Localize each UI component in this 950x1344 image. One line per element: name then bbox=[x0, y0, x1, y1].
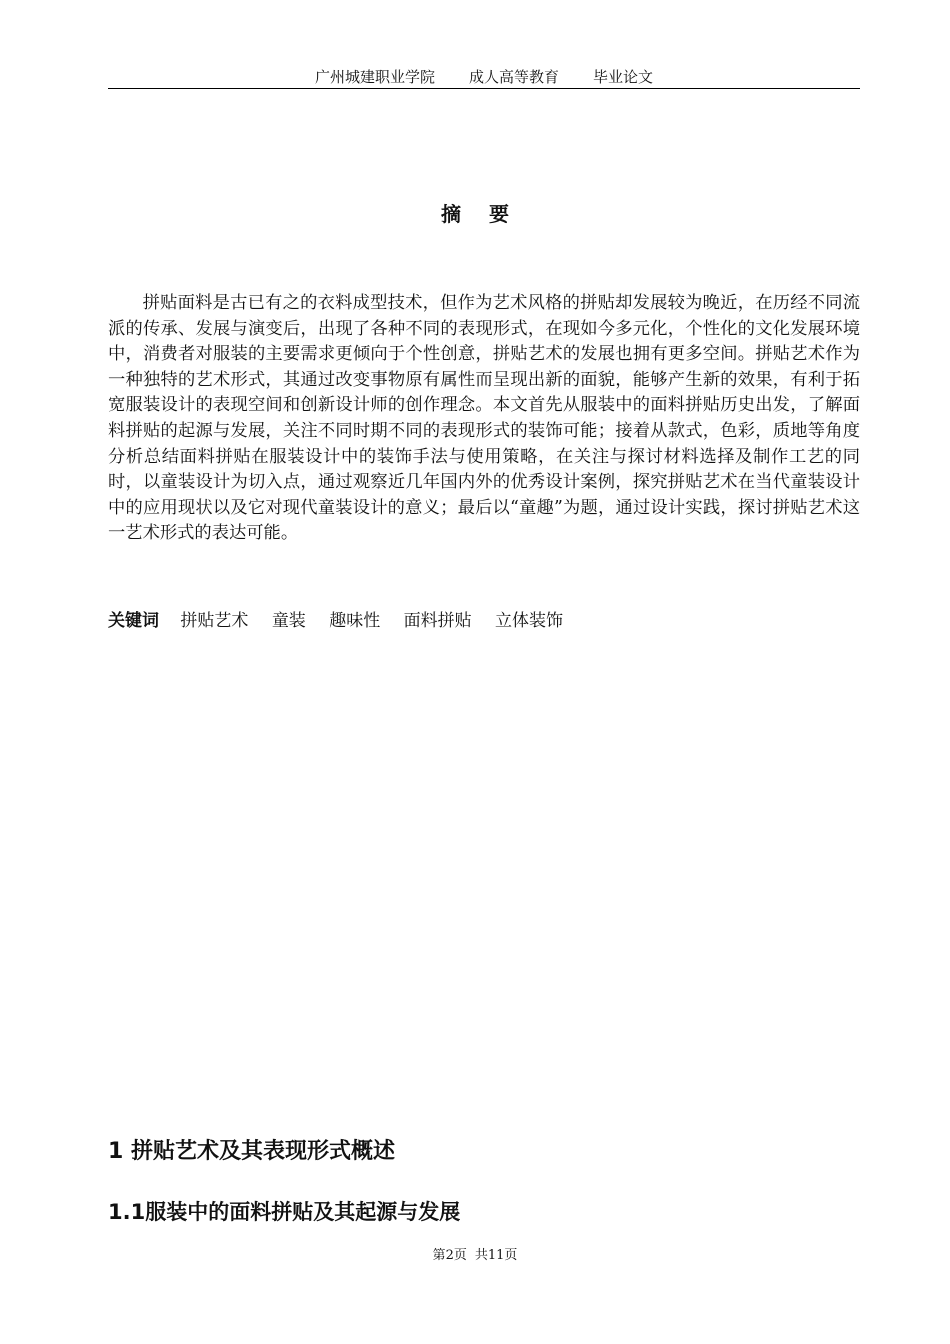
abstract-body: 拼贴面料是古已有之的衣料成型技术，但作为艺术风格的拼贴却发展较为晚近，在历经不同流派的传承、发展与演变后，出现了各种不同的表现形式，在现如今多元化，个性化的文化发展环境中，消费者对服装的主要需求更倾向于个性创意，拼贴艺术的发展也拥有更多空间。拼贴艺术作为一种独特的艺术形式，其通过改变事物原有属性而呈现出新的面貌，能够产生新的效果，有利于拓宽服装设计的表现空间和创新设计师的创作理念。本文首先从服装中的面料拼贴历史出发，了解面料拼贴的起源与发展，关注不同时期不同的表现形式的装饰可能；接着从款式，色彩，质地等角度分析总结面料拼贴在服装设计中的装饰手法与使用策略，在关注与探讨材料选择及制作工艺的同时，以童装设计为切入点，通过观察近几年国内外的优秀设计案例，探究拼贴艺术在当代童装设计中的应用现状以及它对现代童装设计的意义；最后以“童趣”为题，通过设计实践，探讨拼贴艺术这一艺术形式的表达可能。 bbox=[108, 293, 860, 544]
abstract-title: 摘要 bbox=[441, 202, 537, 226]
keyword-item: 面料拼贴 bbox=[403, 611, 472, 631]
keyword-item: 趣味性 bbox=[329, 611, 381, 631]
footer-page-suffix: 页 bbox=[453, 1248, 467, 1263]
header-doc-type: 毕业论文 bbox=[593, 68, 654, 86]
section-heading-1-1: 1.1服装中的面料拼贴及其起源与发展 bbox=[108, 1200, 461, 1224]
footer-page-prefix: 第 bbox=[432, 1248, 446, 1263]
page-header bbox=[108, 66, 860, 89]
keyword-item: 立体装饰 bbox=[495, 611, 564, 631]
footer-page-current: 2 bbox=[445, 1248, 454, 1263]
page-footer bbox=[0, 1247, 950, 1265]
keywords-label: 关键词 bbox=[108, 611, 159, 631]
keywords-line bbox=[108, 608, 581, 634]
keyword-item: 拼贴艺术 bbox=[180, 611, 249, 631]
keyword-item: 童装 bbox=[271, 611, 306, 631]
footer-total-suffix: 页 bbox=[504, 1248, 518, 1263]
header-program: 成人高等教育 bbox=[468, 68, 559, 86]
header-school: 广州城建职业学院 bbox=[314, 68, 435, 86]
section-heading-1: 1 拼贴艺术及其表现形式概述 bbox=[108, 1139, 395, 1164]
footer-page-total: 11 bbox=[487, 1248, 505, 1263]
footer-total-prefix: 共 bbox=[474, 1248, 488, 1263]
